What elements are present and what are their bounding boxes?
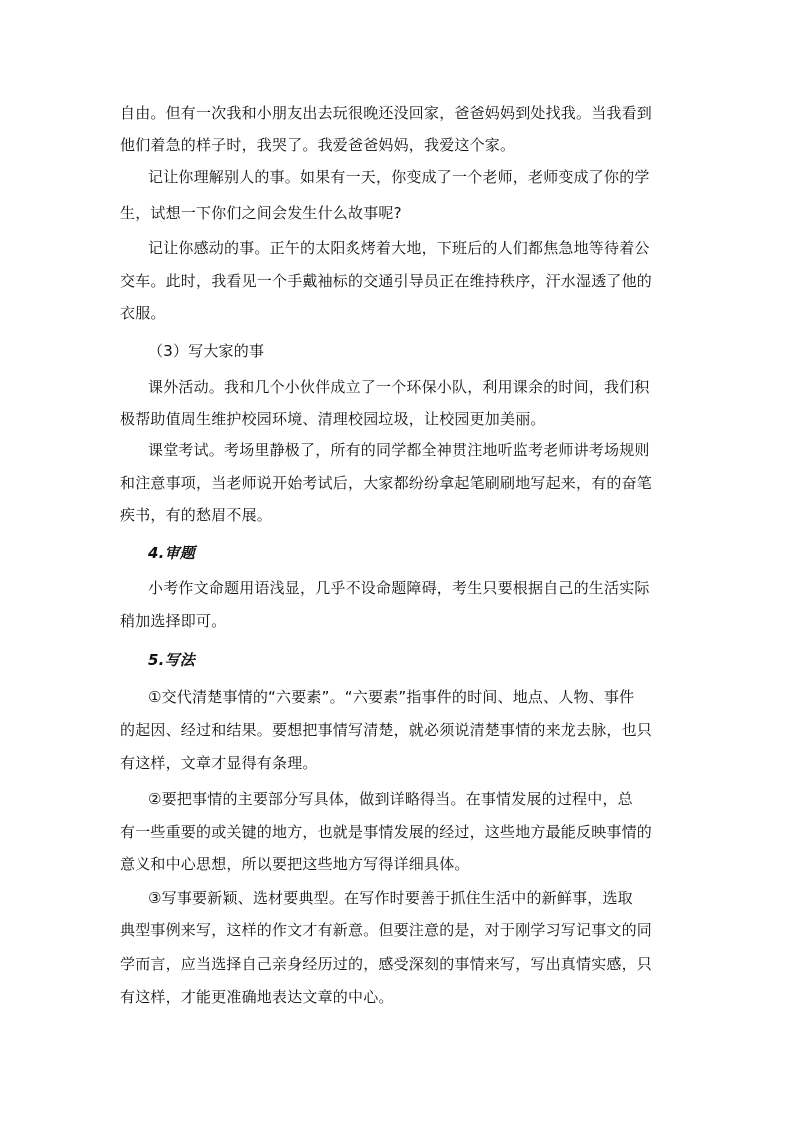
paragraph-line: 生，试想一下你们之间会发生什么故事呢? xyxy=(120,204,402,222)
paragraph-line: 稍加选择即可。 xyxy=(120,612,227,630)
section-heading: 4.审题 xyxy=(148,544,195,562)
paragraph-line: 极帮助值周生维护校园环境、清理校园垃圾，让校园更加美丽。 xyxy=(120,410,546,428)
paragraph-line: 课堂考试。考场里静极了，所有的同学都全神贯注地听监考老师讲考场规则 xyxy=(148,441,650,459)
paragraph-line: 记让你感动的事。正午的太阳炙烤着大地，下班后的人们都焦急地等待着公 xyxy=(148,239,650,257)
paragraph-line: 疾书，有的愁眉不展。 xyxy=(120,506,273,524)
paragraph-line: 记让你理解别人的事。如果有一天，你变成了一个老师，老师变成了你的学 xyxy=(148,168,650,186)
paragraph-line: 意义和中心思想，所以要把这些地方写得详细具体。 xyxy=(120,855,470,873)
paragraph-line: 有一些重要的或关键的地方，也就是事情发展的经过，这些地方最能反映事情的 xyxy=(120,823,653,841)
section-heading: （3）写大家的事 xyxy=(148,342,265,360)
paragraph-line: 的起因、经过和结果。要想把事情写清楚，就必须说清楚事情的来龙去脉，也只 xyxy=(120,721,653,739)
paragraph-line: ①交代清楚事情的“六要素”。“六要素”指事件的时间、地点、人物、事件 xyxy=(148,688,635,706)
paragraph-line: 课外活动。我和几个小伙伴成立了一个环保小队，利用课余的时间，我们积 xyxy=(148,378,650,396)
paragraph-line: ②要把事情的主要部分写具体，做到详略得当。在事情发展的过程中，总 xyxy=(148,790,633,808)
paragraph-line: 和注意事项，当老师说开始考试后，大家都纷纷拿起笔刷刷地写起来，有的奋笔 xyxy=(120,474,653,492)
paragraph-line: 他们着急的样子时，我哭了。我爱爸爸妈妈，我爱这个家。 xyxy=(120,136,516,154)
paragraph-line: 交车。此时，我看见一个手戴袖标的交通引导员正在维持秩序，汗水湿透了他的 xyxy=(120,272,653,290)
paragraph-line: 有这样，才能更准确地表达文章的中心。 xyxy=(120,988,394,1006)
paragraph-line: 有这样，文章才显得有条理。 xyxy=(120,754,318,772)
paragraph-line: 衣服。 xyxy=(120,304,166,322)
paragraph-line: 自由。但有一次我和小朋友出去玩很晚还没回家，爸爸妈妈到处找我。当我看到 xyxy=(120,104,653,122)
paragraph-line: 学而言，应当选择自己亲身经历过的，感受深刻的事情来写，写出真情实感，只 xyxy=(120,955,653,973)
paragraph-line: 典型事例来写，这样的作文才有新意。但要注意的是，对于刚学习写记事文的同 xyxy=(120,921,653,939)
paragraph-line: 小考作文命题用语浅显，几乎不设命题障碍，考生只要根据自己的生活实际 xyxy=(148,579,650,597)
paragraph-line: ③写事要新颖、选材要典型。在写作时要善于抓住生活中的新鲜事，选取 xyxy=(148,889,633,907)
section-heading: 5.写法 xyxy=(148,651,195,669)
